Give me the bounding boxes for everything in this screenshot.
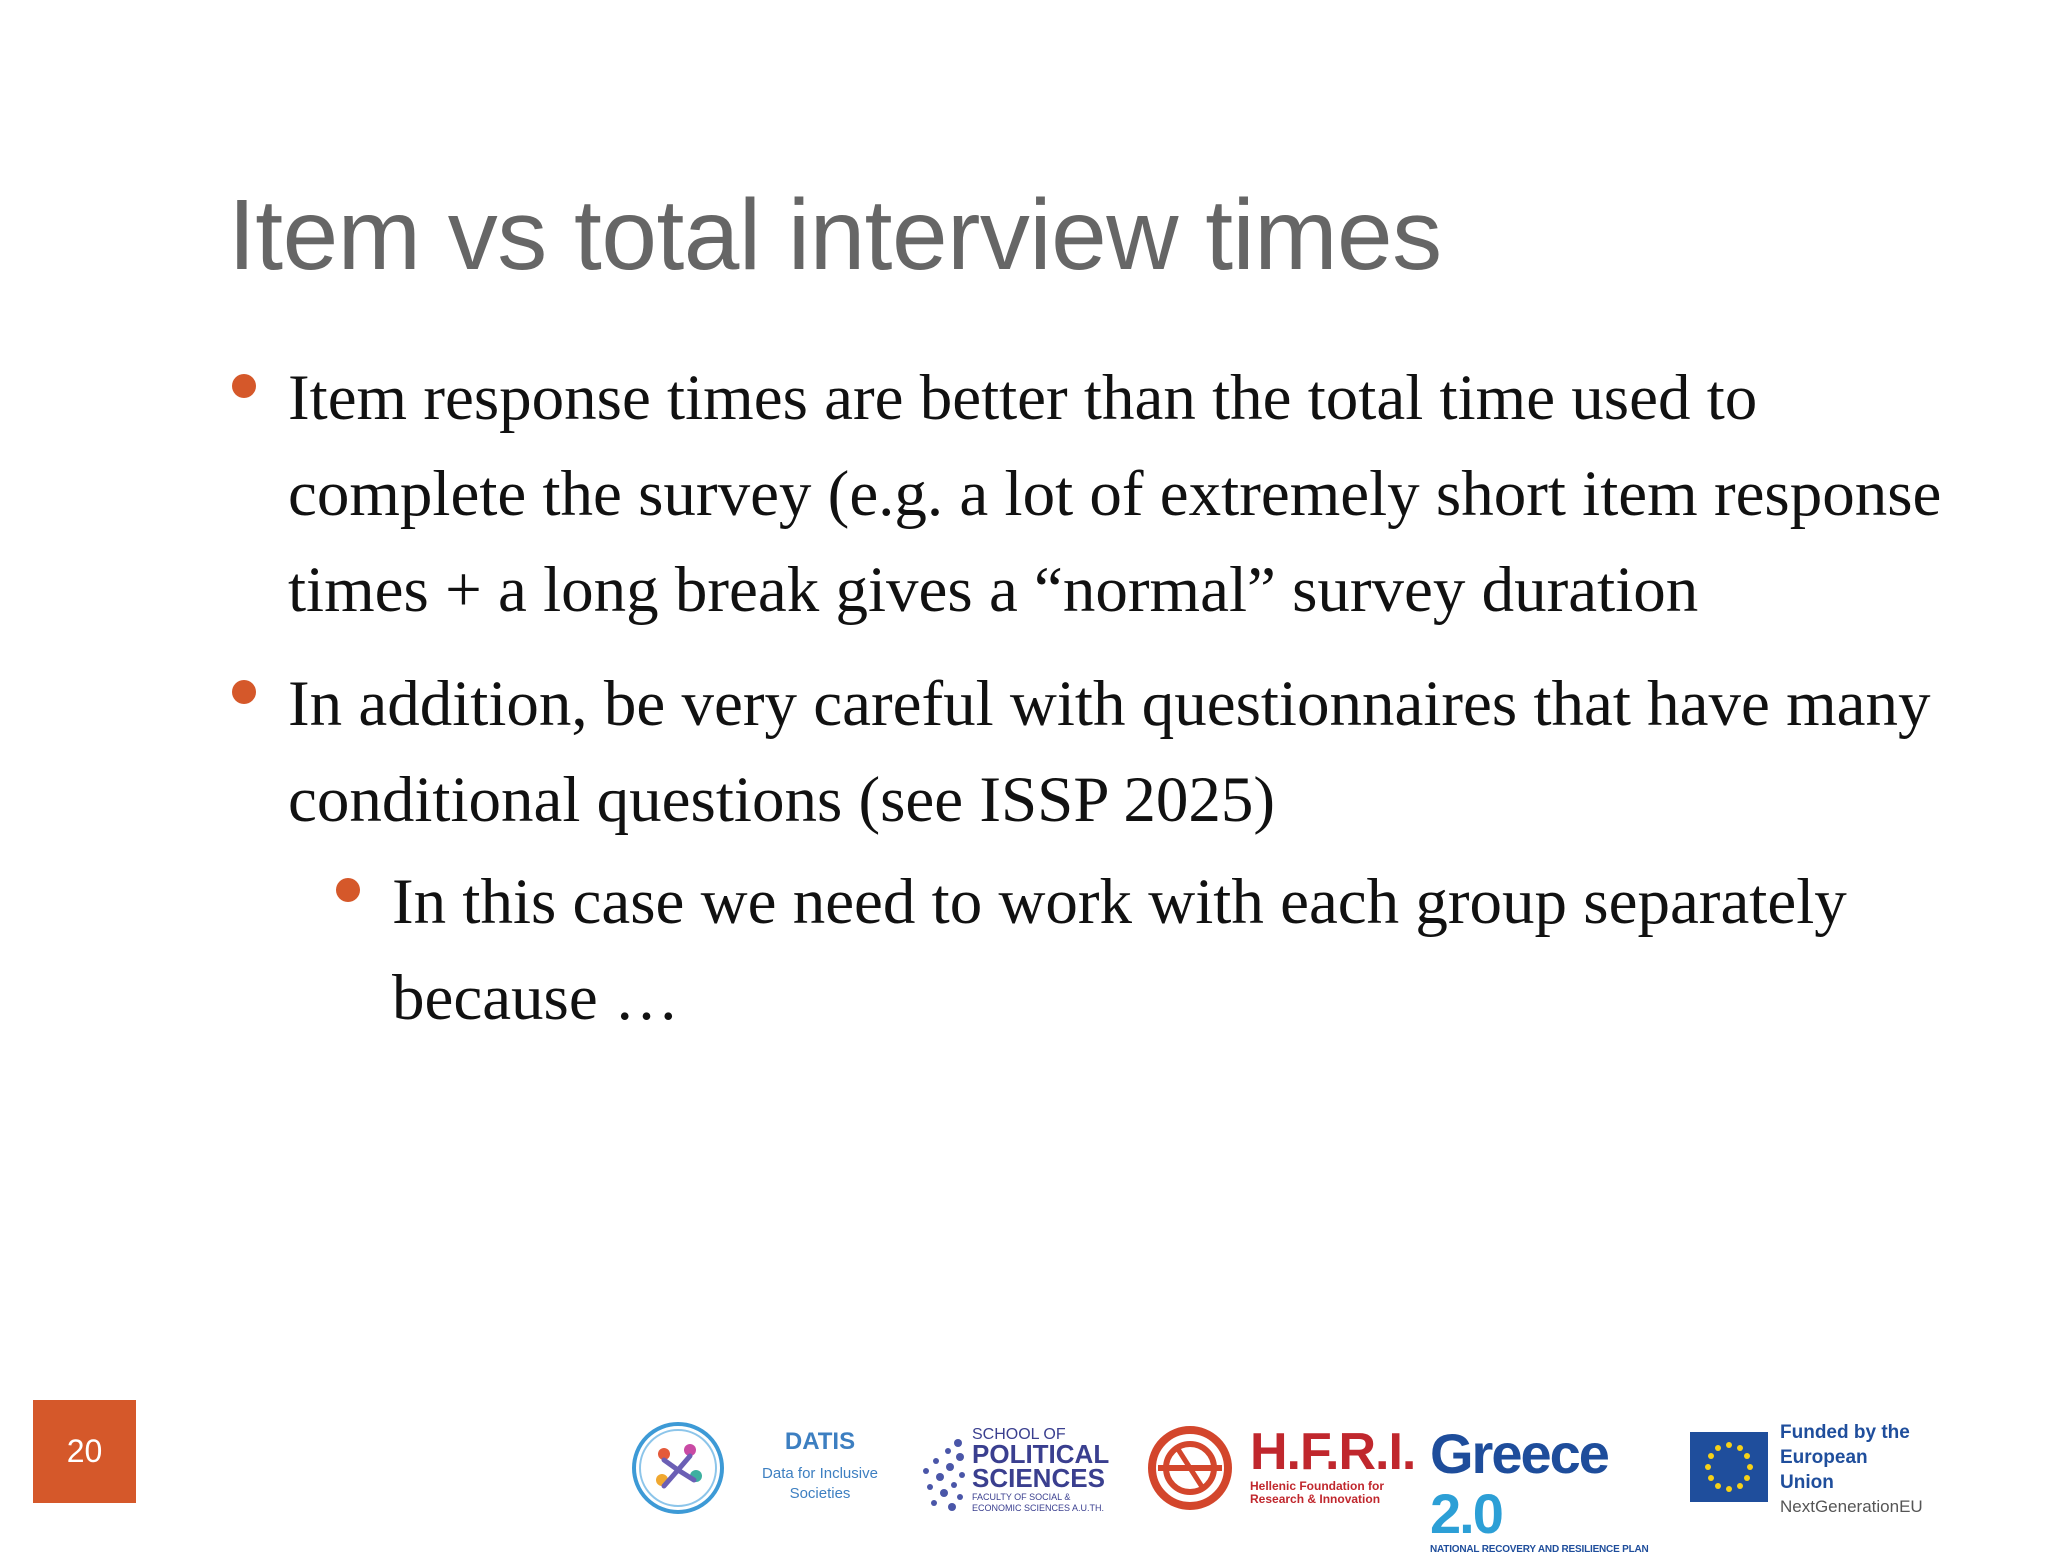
datis-logo-icon	[630, 1420, 726, 1516]
hfri-emblem-icon	[1148, 1426, 1232, 1510]
political-sciences-logo	[920, 1420, 1120, 1520]
greece-subtitle: NATIONAL RECOVERY AND RESILIENCE PLAN	[1430, 1544, 1649, 1555]
eu-line1: Funded by the	[1780, 1422, 1910, 1443]
bullet-text: In addition, be very careful with questionnaires that have many conditional questions (see ISSP 2025)	[288, 668, 1931, 836]
bullet-dot-icon	[232, 374, 256, 398]
slide-title: Item vs total interview times	[228, 179, 1442, 291]
hfri-line1: Hellenic Foundation for	[1250, 1479, 1384, 1493]
greece-word: Greece	[1430, 1422, 1608, 1485]
eu-flag-icon	[1690, 1432, 1768, 1502]
eu-line3: NextGenerationEU	[1780, 1497, 1923, 1516]
bullet-item	[228, 350, 1948, 638]
bullet-list	[228, 350, 1948, 1046]
hfri-name: H.F.R.I.	[1250, 1423, 1416, 1481]
bullet-dot-icon	[232, 680, 256, 704]
sps-line2b: SCIENCES	[972, 1463, 1105, 1493]
sub-bullet-item	[332, 854, 1948, 1046]
dots-pattern-icon	[920, 1435, 970, 1515]
sponsor-logos	[630, 1420, 1923, 1555]
sps-line3b: ECONOMIC SCIENCES A.U.TH.	[972, 1503, 1105, 1513]
page-number: 20	[33, 1400, 136, 1503]
greece-2-0-logo	[1430, 1420, 1670, 1555]
hfri-logo	[1250, 1420, 1416, 1520]
eu-line2: European Union	[1780, 1447, 1868, 1493]
datis-tagline-1: Data for Inclusive	[762, 1465, 878, 1482]
greece-version: 2.0	[1430, 1482, 1502, 1545]
bullet-dot-icon	[336, 878, 360, 902]
sps-line1: SCHOOL OF	[972, 1426, 1066, 1443]
datis-name: DATIS	[784, 1428, 856, 1455]
eu-funding-text	[1780, 1420, 1923, 1520]
sps-line2a: POLITICAL	[972, 1439, 1110, 1469]
bullet-item	[228, 656, 1948, 848]
hfri-line2: Research & Innovation	[1250, 1492, 1381, 1506]
datis-logo	[750, 1420, 890, 1520]
sps-line3a: FACULTY OF SOCIAL &	[972, 1492, 1071, 1502]
sub-bullet-text: In this case we need to work with each group separately because …	[392, 866, 1847, 1034]
bullet-text: Item response times are better than the total time used to complete the survey (e.g. a lot of extremely short item response times + a long break gives a “normal” survey duration	[288, 362, 1942, 626]
datis-tagline-2: Societies	[789, 1485, 851, 1502]
